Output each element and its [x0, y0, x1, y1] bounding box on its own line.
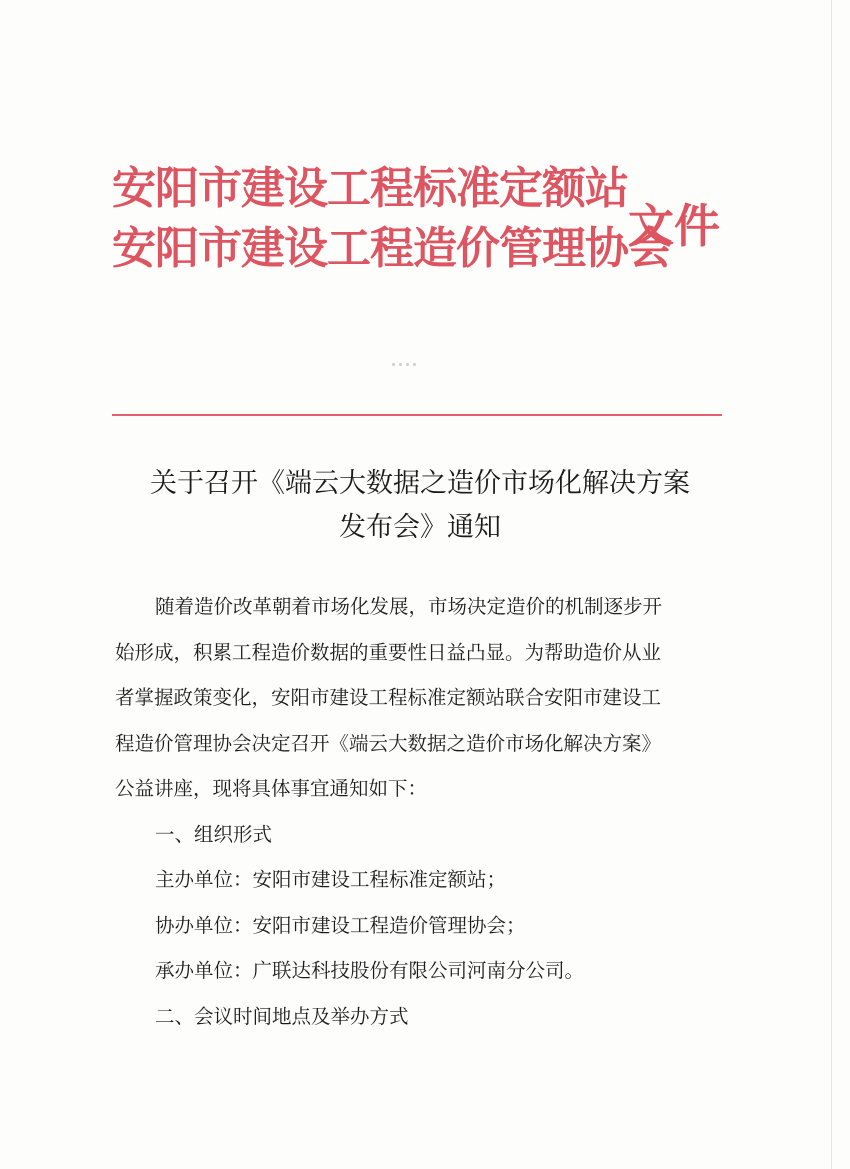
- section-heading-time-place: 二、会议时间地点及举办方式: [155, 1004, 409, 1028]
- notice-title-line-1: 关于召开《端云大数据之造价市场化解决方案: [150, 468, 690, 499]
- organizer-unit: 承办单位：广联达科技股份有限公司河南分公司。: [155, 959, 585, 982]
- intro-line: 者掌握政策变化，安阳市建设工程标准定额站联合安阳市建设工: [115, 686, 662, 709]
- issuer-name-2: 安阳市建设工程造价管理协会: [112, 223, 671, 274]
- notice-body: [115, 584, 740, 1039]
- notice-title: [100, 462, 740, 550]
- host-unit: 主办单位：安阳市建设工程标准定额站；: [155, 868, 507, 891]
- header-divider: [112, 414, 722, 416]
- intro-line: 始形成，积累工程造价数据的重要性日益凸显。为帮助造价从业: [115, 640, 662, 664]
- scan-edge-line: [831, 0, 832, 1169]
- intro-line: 程造价管理协会决定召开《端云大数据之造价市场化解决方案》: [115, 731, 662, 755]
- intro-line: 随着造价改革朝着市场化发展，市场决定造价的机制逐步开: [155, 595, 663, 618]
- section-heading-organization: 一、组织形式: [155, 822, 273, 846]
- issuer-name-1: 安阳市建设工程标准定额站: [112, 163, 628, 214]
- intro-line: 公益讲座，现将具体事宜通知如下：: [115, 777, 428, 800]
- document-type-label: 文件: [628, 199, 720, 253]
- notice-title-line-2: 发布会》通知: [339, 512, 501, 543]
- co-host-unit: 协办单位：安阳市建设工程造价管理协会；: [155, 913, 526, 937]
- scan-artifact: [392, 351, 432, 357]
- document-header: [112, 140, 732, 290]
